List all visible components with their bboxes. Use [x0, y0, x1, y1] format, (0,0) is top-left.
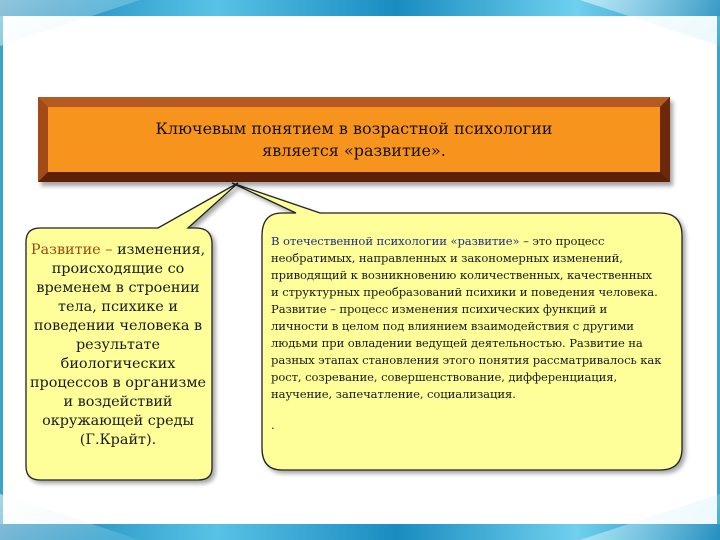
banner-title-line2: является «развитие».	[262, 140, 446, 160]
left-definition	[27, 241, 209, 450]
right-definition	[271, 233, 663, 434]
left-definition-lead: Развитие –	[30, 242, 113, 258]
right-definition-trailing: .	[271, 418, 275, 432]
banner-title-line1: Ключевым понятием в возрастной психологии	[155, 118, 553, 138]
right-definition-lead: В отечественной психологии «развитие»	[271, 234, 520, 248]
left-definition-body: изменения, происходящие со временем в строении тела, психике и поведении человека в результате биологических процессов в организме и воздействий окружающей среды (Г.Крайт).	[29, 242, 207, 448]
right-definition-body: – это процесс необратимых, направленных и закономерных изменений, приводящий к возникновению количественных, качественных и структурных преобразований психики и поведения человека. Развитие – процесс изменения психических функций и личности в целом под влиянием взаимодействия с другими людьми при овладении ведущей деятельностью. Развитие на разных этапах становления этого понятия рассматривалось как рост, созревание, совершенствование, дифференциация, научение, запечатление, социализация.	[271, 234, 662, 401]
banner-title	[156, 118, 553, 162]
key-concept-banner	[38, 97, 670, 182]
